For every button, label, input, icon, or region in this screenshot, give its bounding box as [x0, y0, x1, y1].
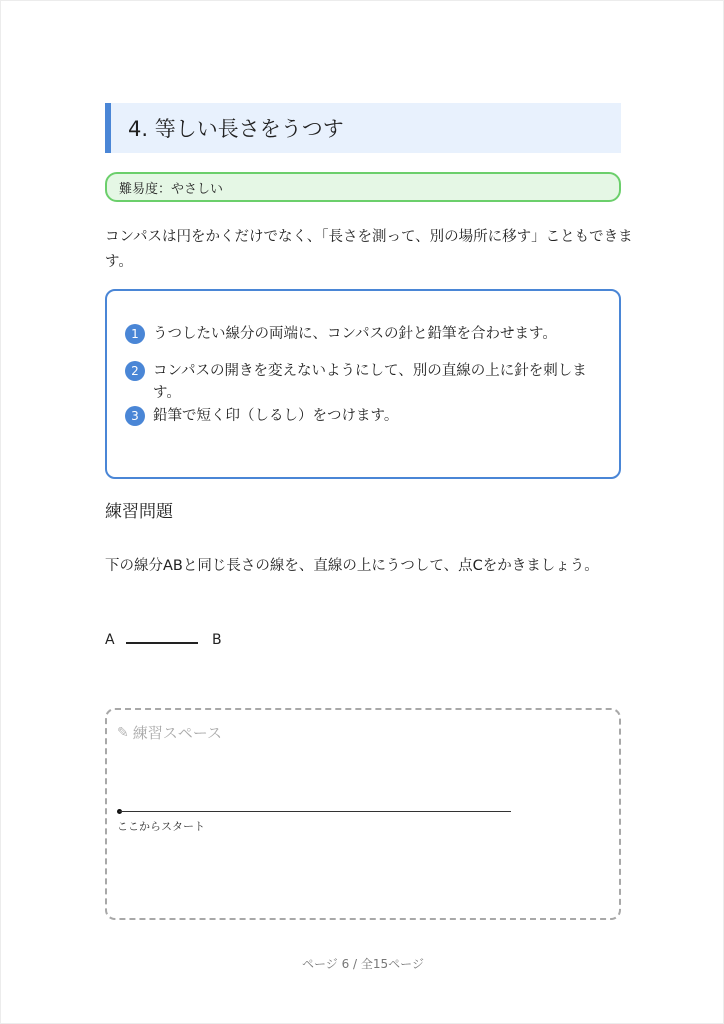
page-number-footer: ページ 6 / 全15ページ [302, 957, 424, 971]
workspace-label-text: 練習スペース [132, 724, 222, 742]
step-number-badge: 1 [125, 324, 145, 344]
workspace-label [117, 722, 222, 743]
step-text: 鉛筆で短く印（しるし）をつけます。 [153, 408, 399, 424]
segment-ab-line [126, 642, 198, 644]
problem-statement: 下の線分ABと同じ長さの線を、直線の上にうつして、点Cをかきましょう。 [105, 558, 599, 574]
steps-box [105, 289, 621, 479]
step-text: コンパスの開きを変えないようにして、別の直線の上に針を刺します。 [153, 363, 587, 401]
practice-workspace[interactable] [105, 708, 621, 920]
difficulty-badge [105, 172, 621, 202]
step-item [125, 360, 595, 404]
step-number-badge: 3 [125, 406, 145, 426]
start-caption: ここからスタート [117, 820, 205, 833]
difficulty-text: 難易度：やさしい [119, 181, 224, 197]
step-item [125, 323, 595, 345]
practice-heading: 練習問題 [105, 502, 173, 522]
point-a-label: A [105, 632, 115, 648]
section-title [105, 103, 621, 153]
section-title-text: 4. 等しい長さをうつす [128, 117, 344, 141]
pencil-icon: ✎ [117, 724, 129, 741]
step-number-badge: 2 [125, 361, 145, 381]
step-text: うつしたい線分の両端に、コンパスの針と鉛筆を合わせます。 [153, 326, 557, 342]
point-b-label: B [212, 632, 222, 648]
step-item [125, 405, 595, 427]
intro-paragraph: コンパスは円をかくだけでなく、「長さを測って、別の場所に移す」こともできます。 [105, 229, 633, 270]
start-straight-line [119, 811, 511, 812]
